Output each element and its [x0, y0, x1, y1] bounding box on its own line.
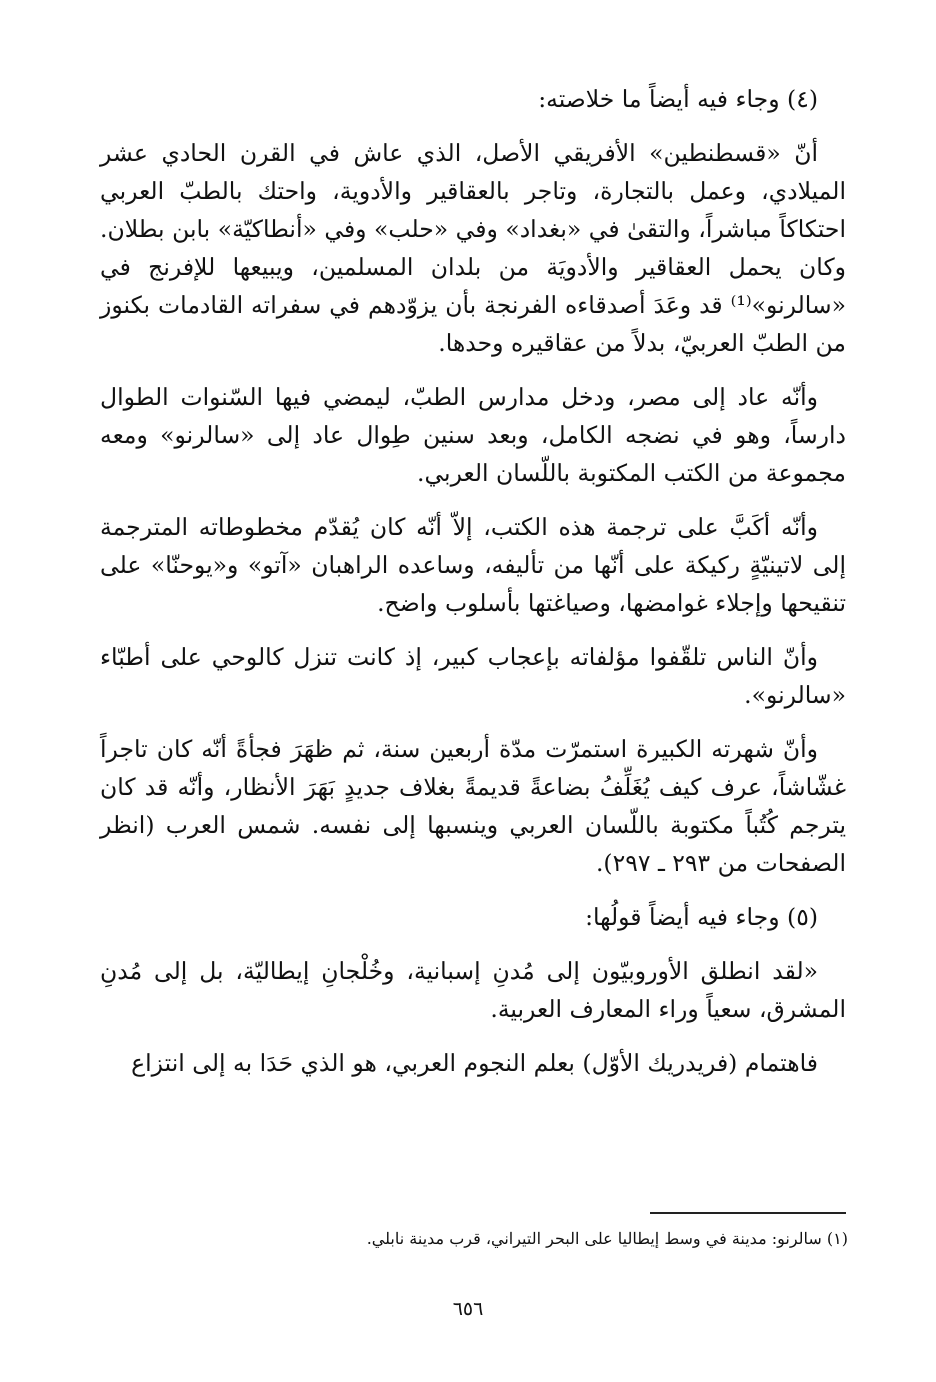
paragraph-reception: وأنّ الناس تلقّفوا مؤلفاته بإعجاب كبير، إذ كانت تنزل كالوحي على أطبّاء «سالرنو». — [100, 643, 846, 709]
footnote-divider — [650, 1212, 846, 1214]
paragraph-frederick: فاهتمام (فريدريك الأوّل) بعلم النجوم العربي، هو الذي حَدَا به إلى انتزاع — [131, 1049, 818, 1077]
paragraph-quote-europeans: «لقد انطلق الأوروبيّون إلى مُدنِ إسبانية، وخُلْجانِ إيطاليّة، بل إلى مُدنِ المشرق، سعياً وراء المعارف العربية. — [100, 957, 846, 1023]
page-number: ٦٥٦ — [452, 1298, 484, 1320]
footnote: (١) سالرنو: مدينة في وسط إيطاليا على البحر التيراني، قرب مدينة نابلي. — [366, 1229, 848, 1248]
paragraph-fame-exposed: وأنّ شهرته الكبيرة استمرّت مدّة أربعين سنة، ثم ظهَرَ فجأةً أنّه كان تاجراً غشّاشاً، عرف كيف يُغَلِّفُ بضاعةً قديمةً بغلاف جديدٍ بَهَرَ الأنظار، وأنّه قد كان يترجم كُتُباً مكتوبة باللّسان العربي وينسبها إلى نفسه. شمس العرب (انظر الصفحات من ٢٩٣ ـ ٢٩٧). — [100, 735, 846, 877]
body-text — [100, 80, 846, 1098]
paragraph-section-5-heading: (٥) وجاء فيه أيضاً قولُها: — [585, 903, 818, 931]
paragraph-translation: وأنّه أكَبَّ على ترجمة هذه الكتب، إلاّ أنّه كان يُقدّم مخطوطاته المترجمة إلى لاتينيّةٍ ركيكة على أنّها من تأليفه، وساعده الراهبان «آتو» و«يوحنّا» على تنقيحها وإجلاء غوامضها، وصياغتها بأسلوب واضح. — [100, 513, 846, 617]
paragraph-constantine-origin: أنّ «قسطنطين» الأفريقي الأصل، الذي عاش في القرن الحادي عشر الميلادي، وعمل بالتجارة، وتاجر بالعقاقير والأدوية، واحتك بالطبّ العربي احتكاكاً مباشراً، والتقىٰ في «بغداد» وفي «حلب» وفي «أنطاكيّة» بابن بطلان. وكان يحمل العقاقير والأدويَة من بلدان المسلمين، ويبيعها للإفرنج في «سالرنو»⁽¹⁾ قد وعَدَ أصدقاءه الفرنجة بأن يزوّدهم في سفراته القادمات بكنوز من الطبّ العربيّ، بدلاً من عقاقيره وحدها. — [100, 139, 846, 357]
paragraph-return-to-egypt: وأنّه عاد إلى مصر، ودخل مدارس الطبّ، ليمضي فيها السّنوات الطوال دارساً، وهو في نضجه الكامل، وبعد سنين طِوال عاد إلى «سالرنو» ومعه مجموعة من الكتب المكتوبة باللّسان العربي. — [100, 383, 846, 487]
paragraph-section-4-heading: (٤) وجاء فيه أيضاً ما خلاصته: — [538, 85, 818, 113]
